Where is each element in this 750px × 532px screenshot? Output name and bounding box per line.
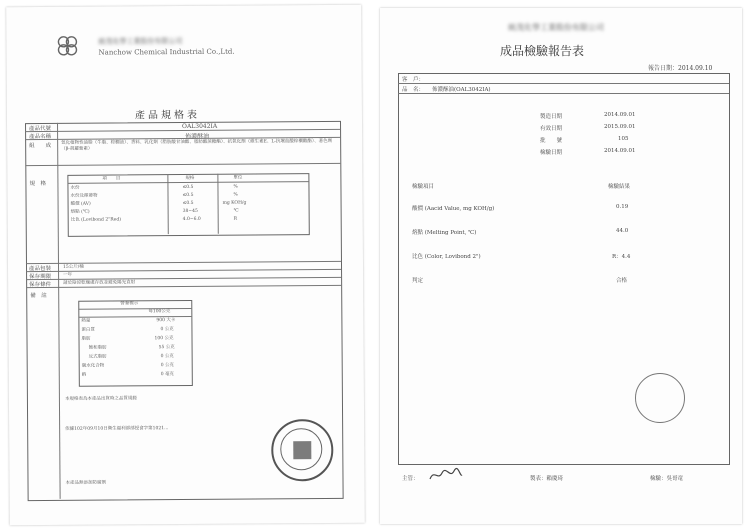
company-name-en: Nanchow Chemical Industrial Co.,Ltd. xyxy=(98,47,235,57)
label-product-name: 產品名稱 xyxy=(29,133,52,141)
nutrition-value: 100 公克 xyxy=(154,336,174,342)
spec-value: 38~45 xyxy=(182,208,198,215)
spec-unit: ℃ xyxy=(233,208,239,214)
spec-item: 水份及揮發物 xyxy=(70,193,98,199)
nutrition-name: 飽和脂肪 xyxy=(88,345,107,351)
company-name-cn: 統茂化學工業股份有限公司 xyxy=(98,37,183,46)
test-result: 合格 xyxy=(616,278,628,284)
product-name: 佈濃酥油 xyxy=(185,132,210,140)
spec-unit: % xyxy=(233,184,238,190)
inspector-label: 檢驗：吳哥竜 xyxy=(650,476,684,482)
spec-unit: % xyxy=(233,192,238,198)
meta-value: 105 xyxy=(618,136,629,142)
result-header: 檢驗結果 xyxy=(608,184,631,190)
nutrition-subtitle: 每100公克 xyxy=(148,309,171,315)
spec-item: 比色 (Lovibond 2"Red) xyxy=(70,217,121,223)
label-storage: 保存條件 xyxy=(29,281,52,289)
test-name: 比色 (Color, Lovibond 2") xyxy=(412,254,481,260)
nutrition-name: 鈉 xyxy=(81,372,87,378)
meta-label: 批 號 xyxy=(540,138,563,144)
maker-label: 製表：賴慶琦 xyxy=(530,476,564,482)
company-logo-icon xyxy=(54,33,80,59)
meta-label: 有效日期 xyxy=(540,126,563,132)
nutrition-value: 900 大卡 xyxy=(156,318,176,324)
nutrition-name: 熱量 xyxy=(81,318,91,324)
nutrition-value: 0 毫克 xyxy=(160,372,175,378)
spec-unit: R xyxy=(233,216,238,222)
spec-header-spec: 規格 xyxy=(185,175,195,181)
meta-value: 2014.09.01 xyxy=(604,112,636,118)
meta-value: 2014.09.01 xyxy=(604,148,636,154)
test-result: 44.0 xyxy=(616,228,629,234)
nutrition-table xyxy=(78,300,193,387)
spec-item: 熔點 (℃) xyxy=(70,209,90,215)
spec-title: 產品規格表 xyxy=(134,109,200,122)
note-2: 本規格表為本產品出貨時之品質規範 xyxy=(64,396,137,402)
customer-label: 客 戶： xyxy=(402,77,425,83)
test-name: 酸價 (Aacid Value, mg KOH/g) xyxy=(412,206,495,212)
meta-label: 製造日期 xyxy=(540,114,563,120)
spec-item: 酸價 (AV) xyxy=(70,201,91,207)
company-name-blurred: 統茂化學工業股份有限公司 xyxy=(508,23,604,32)
test-header: 檢驗項目 xyxy=(412,184,435,190)
nutrition-name: 蛋白質 xyxy=(81,327,95,333)
spec-value: ≤0.5 xyxy=(182,192,194,199)
spec-value: ≤0.5 xyxy=(182,184,194,191)
note-3: 依據102年09月10日衛生福利部部授食字第1021... xyxy=(65,426,169,432)
report-date: 報告日期：2014.09.10 xyxy=(648,65,713,72)
spec-value: ≤0.5 xyxy=(182,200,194,207)
manager-label: 主管： xyxy=(402,476,419,482)
inspection-report xyxy=(380,8,742,524)
test-result: 0.19 xyxy=(616,204,629,210)
label-composition: 組 成 xyxy=(29,142,52,150)
spec-item: 水份 xyxy=(70,185,80,191)
nutrition-name: 碳水化合物 xyxy=(81,363,105,369)
spec-value: 4.0~6.0 xyxy=(182,216,201,223)
label-product-code: 產品代號 xyxy=(29,125,52,133)
nutrition-value: 0 公克 xyxy=(160,327,174,333)
report-title: 成品檢驗報告表 xyxy=(500,44,585,58)
storage-value: 請於陰涼乾燥處存放並避免陽光直射 xyxy=(63,280,136,286)
label-packaging: 產品包裝 xyxy=(29,265,52,273)
product-value: 佈濃酥油(OAL3042IA) xyxy=(432,87,491,93)
note-4: 本產品無添加防腐劑 xyxy=(65,480,107,486)
manager-signature-icon xyxy=(428,467,464,483)
composition-text: 氫化植物性油脂（牛脂、棕櫚油）、香料、乳化劑（脂肪酸甘油酯、脂肪酸蔗糖酯）、抗氧化劑（維生素E、L-抗壞血酸棕櫚酸酯）、著色劑（β-胡蘿蔔素） xyxy=(61,138,333,152)
label-shelf-life: 保存期限 xyxy=(29,273,52,281)
test-name: 熔點 (Melting Point, ℃) xyxy=(412,230,477,236)
nutrition-value: 55 公克 xyxy=(158,345,175,351)
product-code: OAL3042IA xyxy=(182,122,218,131)
official-seal-icon xyxy=(271,419,333,481)
packaging-value: 15公斤/桶 xyxy=(62,264,84,270)
shelf-life-value: 一年 xyxy=(63,272,73,278)
meta-value: 2015.09.01 xyxy=(604,124,636,130)
nutrition-name: 反式脂肪 xyxy=(88,354,107,360)
test-result: R：4.4 xyxy=(612,254,631,260)
nutrition-value: 0 公克 xyxy=(160,354,174,360)
nutrition-value: 0 公克 xyxy=(160,363,175,369)
spec-sheet: 統茂化學工業股份有限公司 Nanchow Chemical Industrial Co.,Ltd. 產品規格表 產品代號 OAL3042IA 產品名稱 佈濃酥油 組 成 氫化植物性油脂（牛脂、棕櫚油）、香料、乳化劑（脂肪酸甘油酯、脂肪酸蔗糖酯）、抗氧化劑（維生素E、L-抗壞血酸棕櫚酸酯）、著色劑（β-胡蘿蔔素） 規 格 項 目 規格 單位 水份 ≤0.5 % 水份及揮發物 ≤0.5 % 酸價 (AV) ≤0.5 mg KOH/g 熔點 (℃) 38~45 ℃ 比色 (Lovibond 2"Red) 4.0~6.0 R 產品包裝 15公斤/桶 保存期限 一年 保存條件 請於陰涼乾燥處存放並避免陽光直射 備 註 營養標示 每100公克 熱量 900 大卡 蛋白質 0 公克 脂肪 100 公克 飽和脂肪 55 公克 反式脂肪 0 公克 碳水化合物 0 公克 鈉 0 毫克 本規格表為本產品出貨時之品質規範 依據102年09月10日衛生福利部部授食字第1021... 本產品無添加防腐劑 xyxy=(6,5,365,525)
nutrition-title: 營養標示 xyxy=(120,301,139,307)
meta-label: 檢驗日期 xyxy=(540,150,563,156)
nutrition-name: 脂肪 xyxy=(81,336,91,342)
test-name: 判定 xyxy=(412,278,424,284)
inspection-stamp-icon xyxy=(635,373,685,423)
label-notes: 備 註 xyxy=(30,292,47,300)
spec-unit: mg KOH/g xyxy=(222,200,247,206)
spec-header-item: 項 目 xyxy=(102,176,121,182)
spec-header-unit: 單位 xyxy=(233,175,243,181)
product-label: 品 名： xyxy=(402,87,425,93)
